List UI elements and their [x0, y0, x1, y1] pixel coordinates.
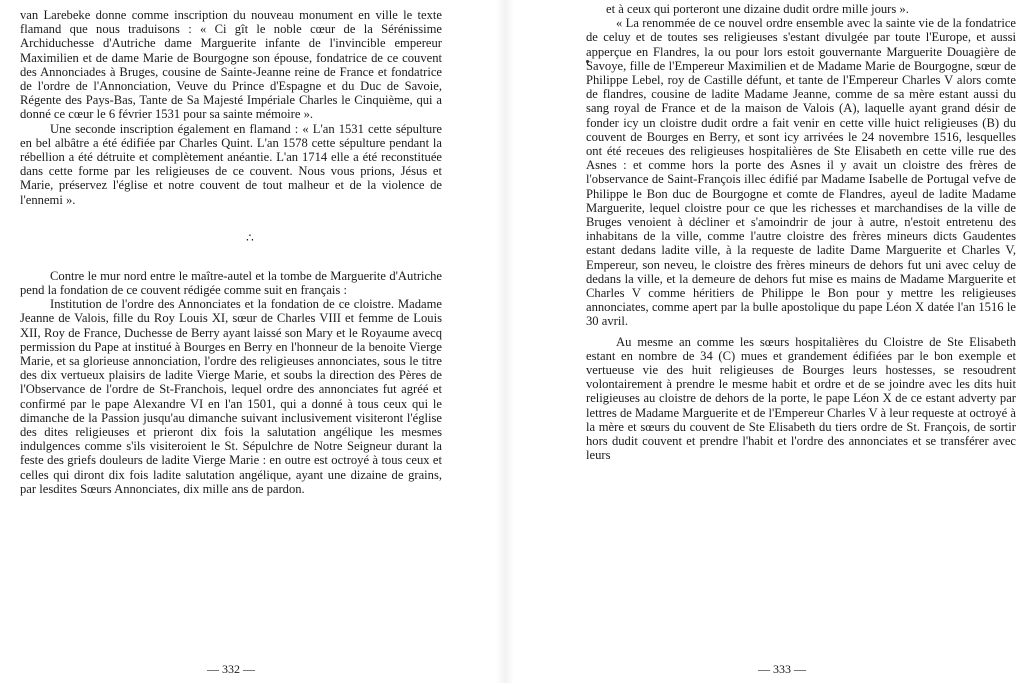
- paragraph-renommee: « La renommée de ce nouvel ordre ensemble avec la sainte vie de la fondatrice de celuy et de toutes ses religieuses s'estant divulgée par toute l'Europe, et aussi apperçue en Flandres, la ou pour lors estoit gouvernante Marguerite Douagière de Savoye, fille de l'Empereur Maximilien et de Madame Marie de Bourgogne, sœur de Philippe Lebel, roy de Castille défunt, et tante de l'Empereur Charles V alors comte de flandres, cousine de ladite Madame Jeanne, comme de sa mère estant aussi du sang royal de France et de la maison de Valois (A), laquelle ayant grand désir de fonder icy un cloistre dudit ordre a fait venir en cette ville huict religieuses (B) du couvent de Bourges en Berry, et sont icy arrivées le 24 novembre 1516, lesquelles ont été receues des religieuses hospitalières de Ste Elisabeth en cette ville rue des Asnes : et comme hors la porte des Asnes il y avait un cloistre des frères de l'observance de Saint-François illec édifié par Madame Isabelle de Portugal vefve de Philippe le Bon duc de Bourgogne et comte de Flandres, ayeul de ladite Madame Marguerite, lequel cloistre pour ce que les richesses et marchandises de la ville de Bruges venoient à décliner et s'amoindrir de jour à autre, n'estoit entretenu des inhabitans de la ville, comme l'autre cloistre des frères mineurs dicts Gaudentes estant dedans ladite ville, à la requeste de ladite Dame Marguerite et Charles V, Empereur, son neveu, le cloistre des frères mineurs de dehors fut uni avec celuy de dedans la ville, et la demeure de dehors fut mise es mains de Madame Marguerite et Charles V comme héritiers de Philippe le Bon pour y mettre les religieuses annonciates, comme apert par la bulle apostolique du pape Léon X datée l'an 1516 le 30 avril.: [586, 16, 1016, 329]
- paragraph-au-mesme-an: Au mesme an comme les sœurs hospitalières du Cloistre de Ste Elisabeth estant en nombre de 34 (C) mues et grandement édifiées par le bon exemple et vertueuse vie des huit religieuses de Bourges leurs hostesses, se resoudrent volontairement à prendre le mesme habit et ordre et de se joindre avec les dits huit religieuses au cloistre de dehors de la porte, le pape Léon X de ce estant adverty par lettres de Madame Marguerite et de l'Empereur Charles V à leur requeste at octroyé à la mère et sœurs du couvent de Ste Elisabeth du tiers ordre de St. François, de sortir hors dudit couvent et prendre l'habit et l'ordre des annonciates et se transférer avec leurs: [586, 334, 1016, 463]
- paragraph-inscription-1: van Larebeke donne comme inscription du nouveau monument en ville le texte flamand que nous traduisons : « Ci gît le noble cœur de la Sérénissime Archiduchesse d'Autriche dame Marguerite infante de l'invincible empereur Maximilien et de dame Marie de Bourgogne son épouse, fondatrice de ce couvent des Annonciades à Bruges, cousine de Sainte-Jeanne reine de France et fondatrice de l'ordre de l'Annonciation, Veuve du Prince d'Espagne et du Duc de Savoie, Régente des Pays-Bas, Tante de Sa Majesté Impériale Charles le Cinquième, qui a donné ce cœur le 6 février 1531 pour sa sainte mémoire ».: [20, 8, 442, 122]
- paragraph-inscription-2: Une seconde inscription également en flamand : « L'an 1531 cette sépulture en bel albâtre a été édifiée par Charles Quint. L'an 1578 cette sépulture pendant la rébellion a été détruite et complètement anéantie. L'an 1714 elle a été reconstituée dans cette forme par les religieuses de ce couvent. Nous vous prions, Jésus et Marie, préservez l'église et notre couvent de tout malheur et de la violence de l'ennemi ».: [20, 121, 442, 207]
- paragraph-institution: Institution de l'ordre des Annonciates et la fondation de ce cloistre. Madame Jeanne de Valois, fille du Roy Louis XI, sœur de Charles VIII et femme de Louis XII, Roy de France, Duchesse de Berry ayant laissé son Mary et le Royaume avecq permission du Pape at institué à Bourges en Berry en l'honneur de la benoite Vierge Marie, et sa glorieuse annonciation, l'ordre des religieuses annonciates, sous le titre des dix vertueux plaisirs de ladite Vierge Marie, et soubs la direction des Pères de l'Observance de l'ordre de St-Franchois, lequel ordre des annonciates fut agréé et confirmé par le pape Alexandre VI en l'an 1501, qui a donné à tous ceux qui le dimanche de la Passion jusqu'au dimanche suivant inclusivement visiteront l'église des dites religieuses et prieront dix fois la salutation angélique les mesmes indulgences comme s'ils visiteroient le St. Sépulchre de Notre Seigneur durant la feste des griefs douleurs de ladite Vierge Marie : en outre est octroyé à tous ceux et celles qui diront dix fois ladite salutation angélique, ayant une dizaine de grains, par lesdites Sœurs Annonciates, dix mille ans de pardon.: [20, 297, 442, 496]
- page-number-left: — 332 —: [207, 662, 255, 676]
- paragraph-continuation: et à ceux qui porteront une dizaine dudit ordre mille jours ».: [606, 2, 909, 16]
- section-separator: ∴: [246, 230, 254, 245]
- paragraph-north-wall: Contre le mur nord entre le maître-autel et la tombe de Marguerite d'Autriche pend la fondation de ce couvent rédigée comme suit en français :: [20, 268, 442, 298]
- page-number-right: — 333 —: [758, 662, 806, 676]
- right-page: [520, 0, 1024, 683]
- book-gutter: [496, 0, 514, 683]
- left-page: [0, 0, 490, 683]
